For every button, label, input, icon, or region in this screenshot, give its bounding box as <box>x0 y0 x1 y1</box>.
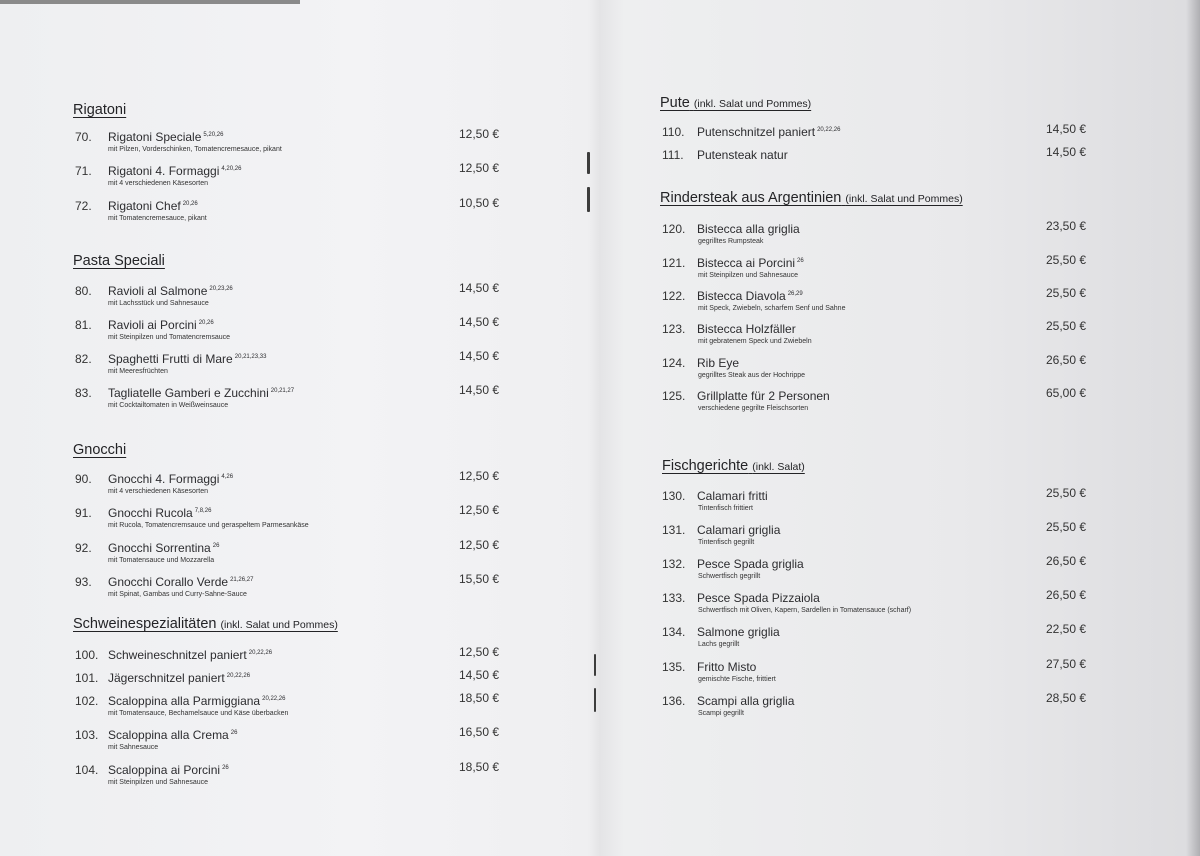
item-price: 25,50 € <box>1046 286 1087 300</box>
item-price: 26,50 € <box>1046 588 1087 602</box>
item-description: Schwertfisch gegrillt <box>698 573 761 580</box>
item-price: 25,50 € <box>1046 520 1087 534</box>
allergen-codes: 20,22,26 <box>248 650 273 656</box>
item-price: 10,50 € <box>459 196 500 210</box>
allergen-codes: 20,26 <box>182 201 198 207</box>
item-price: 27,50 € <box>1046 657 1087 671</box>
item-price: 14,50 € <box>459 315 500 329</box>
item-name-text: Scaloppina alla Crema <box>108 728 229 742</box>
item-name-text: Bistecca alla griglia <box>697 222 800 236</box>
item-description: mit Rucola, Tomatencremsauce und geraspeltem Parmesankäse <box>108 522 309 529</box>
item-name-text: Gnocchi Corallo Verde <box>108 575 229 589</box>
item-number: 90. <box>75 472 92 486</box>
item-name-text: Ravioli al Salmone <box>108 284 208 298</box>
section-note: (inkl. Salat und Pommes) <box>845 193 963 205</box>
item-description: mit Pilzen, Vorderschinken, Tomatencremesauce, pikant <box>108 146 282 153</box>
item-price: 12,50 € <box>459 503 500 517</box>
item-number: 81. <box>75 318 92 332</box>
item-name-text: Calamari fritti <box>697 489 768 503</box>
section-title-text: Fischgerichte <box>662 458 749 474</box>
item-number: 122. <box>662 289 686 303</box>
item-name <box>697 148 788 162</box>
item-name <box>697 625 780 639</box>
section-note: (inkl. Salat) <box>752 461 805 473</box>
item-price: 16,50 € <box>459 725 500 739</box>
item-name <box>697 694 794 708</box>
section-title <box>660 190 963 206</box>
allergen-codes: 26 <box>212 543 220 549</box>
item-name <box>697 222 800 236</box>
item-description: mit 4 verschiedenen Käsesorten <box>108 180 208 187</box>
item-name-text: Gnocchi Sorrentina <box>108 541 211 555</box>
allergen-codes: 26,29 <box>787 291 803 297</box>
section-title-text: Gnocchi <box>73 442 127 458</box>
allergen-codes: 20,21,27 <box>270 388 295 394</box>
item-number: 103. <box>75 728 99 742</box>
item-name-text: Grillplatte für 2 Personen <box>697 389 830 403</box>
item-description: gemischte Fische, frittiert <box>698 676 776 683</box>
item-price: 14,50 € <box>459 383 500 397</box>
item-price: 18,50 € <box>459 760 500 774</box>
item-name <box>697 523 780 537</box>
item-name-text: Rigatoni 4. Formaggi <box>108 164 220 178</box>
item-name <box>697 591 820 605</box>
item-description: Tintenfisch gegrillt <box>698 539 755 546</box>
item-name-text: Bistecca ai Porcini <box>697 256 796 270</box>
item-name-text: Scampi alla griglia <box>697 694 795 708</box>
item-number: 120. <box>662 222 686 236</box>
item-name-text: Rigatoni Chef <box>108 199 181 213</box>
item-price: 15,50 € <box>459 572 500 586</box>
item-name <box>697 322 796 336</box>
item-price: 25,50 € <box>1046 319 1087 333</box>
section-title <box>662 458 805 474</box>
allergen-codes: 20,22,26 <box>817 127 841 133</box>
item-name-text: Rib Eye <box>697 356 740 370</box>
item-number: 93. <box>75 575 92 589</box>
item-name <box>697 660 756 674</box>
item-name-text: Schweineschnitzel paniert <box>108 648 247 662</box>
item-price: 12,50 € <box>459 645 500 659</box>
item-description: mit gebratenem Speck und Zwiebeln <box>698 338 812 345</box>
item-description: Lachs gegrillt <box>698 641 740 648</box>
item-description: mit Speck, Zwiebeln, scharfem Senf und Sahne <box>698 305 846 312</box>
item-name-text: Salmone griglia <box>697 625 780 639</box>
item-number: 123. <box>662 322 686 336</box>
item-price: 28,50 € <box>1046 691 1087 705</box>
item-number: 71. <box>75 164 92 178</box>
item-number: 91. <box>75 506 92 520</box>
item-description: mit Spinat, Gambas und Curry-Sahne-Sauce <box>108 591 247 598</box>
item-description: mit Tomatencremesauce, pikant <box>108 215 207 222</box>
item-name <box>697 557 804 571</box>
item-number: 125. <box>662 389 686 403</box>
section-title <box>660 95 811 111</box>
item-price: 25,50 € <box>1046 253 1087 267</box>
item-description: gegrilltes Rumpsteak <box>698 238 764 245</box>
item-name-text: Fritto Misto <box>697 660 757 674</box>
section-note: (inkl. Salat und Pommes) <box>220 619 338 631</box>
allergen-codes: 20,26 <box>198 320 214 326</box>
item-number: 92. <box>75 541 92 555</box>
item-price: 26,50 € <box>1046 353 1087 367</box>
item-price: 14,50 € <box>459 668 500 682</box>
item-number: 80. <box>75 284 92 298</box>
item-price: 26,50 € <box>1046 554 1087 568</box>
item-description: mit Lachsstück und Sahnesauce <box>108 300 209 307</box>
allergen-codes: 26 <box>230 730 238 736</box>
item-name-text: Spaghetti Frutti di Mare <box>108 352 233 366</box>
item-description: mit Sahnesauce <box>108 744 159 751</box>
item-number: 133. <box>662 591 686 605</box>
item-description: mit Tomatensauce und Mozzarella <box>108 557 215 564</box>
item-name <box>697 389 830 403</box>
item-number: 130. <box>662 489 686 503</box>
section-title-text: Rigatoni <box>73 102 127 118</box>
item-name-text: Pesce Spada griglia <box>697 557 804 571</box>
item-name <box>697 356 739 370</box>
item-number: 101. <box>75 671 99 685</box>
item-description: gegrilltes Steak aus der Hochrippe <box>698 372 806 379</box>
item-description: Scampi gegrillt <box>698 710 744 717</box>
item-price: 12,50 € <box>459 538 500 552</box>
allergen-codes: 4,26 <box>221 474 234 480</box>
item-name-text: Jägerschnitzel paniert <box>108 671 225 685</box>
item-price: 14,50 € <box>459 281 500 295</box>
item-description: mit 4 verschiedenen Käsesorten <box>108 488 208 495</box>
item-number: 110. <box>662 125 685 139</box>
item-price: 22,50 € <box>1046 622 1087 636</box>
item-name-text: Scaloppina alla Parmiggiana <box>108 694 261 708</box>
item-description: mit Meeresfrüchten <box>108 368 168 375</box>
item-number: 131. <box>662 523 686 537</box>
item-name-text: Bistecca Diavola <box>697 289 786 303</box>
section-note: (inkl. Salat und Pommes) <box>693 98 812 110</box>
item-name-text: Putensteak natur <box>697 148 788 162</box>
allergen-codes: 20,22,26 <box>262 696 286 702</box>
item-name-text: Gnocchi Rucola <box>108 506 193 520</box>
item-price: 14,50 € <box>459 349 500 363</box>
item-number: 134. <box>662 625 686 639</box>
section-title-text: Schweinespezialitäten <box>73 616 217 632</box>
item-price: 14,50 € <box>1046 122 1087 136</box>
section-title-text: Pasta Speciali <box>73 253 165 269</box>
item-price: 12,50 € <box>459 469 500 483</box>
item-number: 72. <box>75 199 92 213</box>
item-description: mit Steinpilzen und Sahnesauce <box>108 779 209 786</box>
item-description: mit Steinpilzen und Tomatencremsauce <box>108 334 231 341</box>
item-number: 104. <box>75 763 99 777</box>
allergen-codes: 20,23,26 <box>209 286 233 292</box>
allergen-codes: 4,20,26 <box>221 166 242 172</box>
allergen-codes: 20,21,23,33 <box>234 354 267 360</box>
item-number: 100. <box>75 648 99 662</box>
item-number: 70. <box>75 130 92 144</box>
allergen-codes: 20,22,26 <box>226 673 251 679</box>
item-price: 23,50 € <box>1046 219 1087 233</box>
item-name-text: Scaloppina ai Porcini <box>108 763 221 777</box>
allergen-codes: 5,20,26 <box>203 132 224 138</box>
item-price: 18,50 € <box>459 691 500 705</box>
section-title-text: Pute <box>660 95 690 111</box>
item-description: Tintenfisch frittiert <box>698 505 753 512</box>
item-name <box>697 256 804 270</box>
item-name-text: Calamari griglia <box>697 523 781 537</box>
item-name-text: Putenschnitzel paniert <box>697 125 816 139</box>
item-number: 102. <box>75 694 99 708</box>
item-number: 121. <box>662 256 686 270</box>
item-description: mit Tomatensauce, Bechamelsauce und Käse überbacken <box>108 710 289 717</box>
item-price: 65,00 € <box>1046 386 1087 400</box>
item-number: 124. <box>662 356 686 370</box>
item-name-text: Bistecca Holzfäller <box>697 322 796 336</box>
item-description: mit Cocktailtomaten in Weißweinsauce <box>108 402 229 409</box>
allergen-codes: 26 <box>222 765 229 771</box>
item-name-text: Gnocchi 4. Formaggi <box>108 472 220 486</box>
allergen-codes: 21,26,27 <box>230 577 254 583</box>
item-price: 12,50 € <box>459 127 500 141</box>
item-number: 111. <box>662 148 684 162</box>
item-number: 135. <box>662 660 686 674</box>
item-number: 136. <box>662 694 686 708</box>
allergen-codes: 26 <box>797 258 804 264</box>
item-name-text: Ravioli ai Porcini <box>108 318 197 332</box>
item-description: verschiedene gegrilte Fleischsorten <box>698 405 809 412</box>
allergen-codes: 7,8,26 <box>194 508 212 514</box>
item-name <box>697 289 803 303</box>
item-number: 82. <box>75 352 92 366</box>
item-description: mit Steinpilzen und Sahnesauce <box>698 272 799 279</box>
section-title-text: Rindersteak aus Argentinien <box>660 190 842 206</box>
item-price: 25,50 € <box>1046 486 1087 500</box>
item-name <box>697 489 768 503</box>
item-name <box>697 125 840 139</box>
item-name-text: Tagliatelle Gamberi e Zucchini <box>108 386 269 400</box>
item-description: Schwertfisch mit Oliven, Kapern, Sardellen in Tomatensauce (scharf) <box>698 607 912 614</box>
item-number: 132. <box>662 557 686 571</box>
item-name-text: Pesce Spada Pizzaiola <box>697 591 820 605</box>
item-price: 12,50 € <box>459 161 500 175</box>
item-name-text: Rigatoni Speciale <box>108 130 202 144</box>
item-number: 83. <box>75 386 92 400</box>
item-price: 14,50 € <box>1046 145 1087 159</box>
